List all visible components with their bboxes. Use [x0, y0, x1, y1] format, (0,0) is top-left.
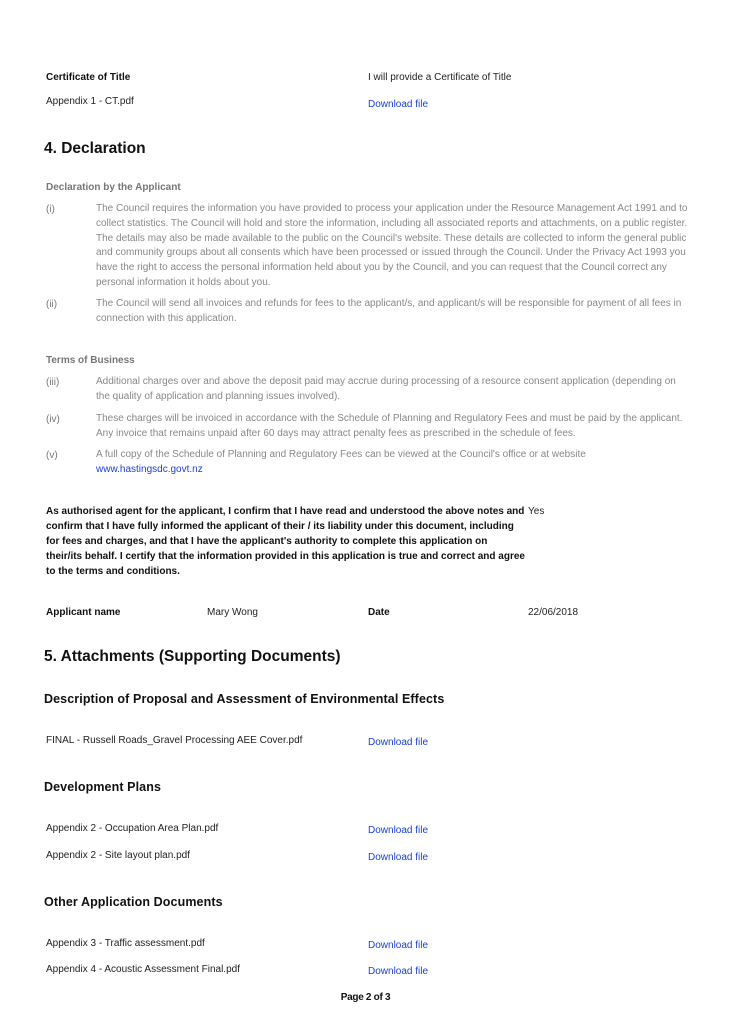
- declaration-item-text: The Council will send all invoices and refunds for fees to the applicant/s, and applicant/s will be responsible for payment of all fees in connection with this application.: [96, 298, 682, 324]
- declaration-item-number: (i): [46, 204, 55, 215]
- attachment-group-title: Development Plans: [44, 780, 162, 794]
- attachment-download-link[interactable]: Download file: [368, 966, 429, 977]
- declaration-item-text: The Council requires the information you have provided to process your application under the Resource Management Act 1991 and to collect statistics. The Council will hold and store the information, including all associated reports and attachments, on a public register. The details may also be made available to the public on the Council's website. These details are collected to inform the general public and community groups about all consents which have been processed or issued through the Council. Under the Privacy Act 1993 you have the right to access the personal information held about you by the Council, and you can request that the Council correct any personal information it holds about you.: [96, 203, 688, 288]
- attachment-file-name: Appendix 2 - Site layout plan.pdf: [46, 850, 190, 861]
- terms-item-number: (iv): [46, 414, 60, 425]
- terms-item-text-body: A full copy of the Schedule of Planning and Regulatory Fees can be viewed at the Council's office or at website: [96, 449, 586, 460]
- page-number: Page 2 of 3: [340, 992, 391, 1003]
- attachment-file-name: Appendix 4 - Acoustic Assessment Final.pdf: [46, 964, 240, 975]
- attachment-file-name: Appendix 3 - Traffic assessment.pdf: [46, 938, 205, 949]
- agent-confirmation-text: As authorised agent for the applicant, I confirm that I have read and understood the above notes and confirm that I have fully informed the applicant of their / its liability under this document, including for fees and charges, and that I have the applicant's authority to complete this application on their/its behalf. I certify that the information provided in this application is true and correct and agree to the terms and conditions.: [46, 506, 525, 577]
- attachment-download-link[interactable]: Download file: [368, 940, 429, 951]
- declaration-heading: 4. Declaration: [44, 140, 146, 157]
- attachment-download-link[interactable]: Download file: [368, 737, 429, 748]
- attachment-download-link[interactable]: Download file: [368, 825, 429, 836]
- attachment-file-name: Appendix 2 - Occupation Area Plan.pdf: [46, 823, 219, 834]
- certificate-value: I will provide a Certificate of Title: [368, 72, 512, 83]
- certificate-download-link[interactable]: Download file: [368, 99, 429, 110]
- attachment-group-title: Description of Proposal and Assessment of Environmental Effects: [44, 692, 445, 706]
- terms-item-number: (v): [46, 450, 58, 461]
- applicant-name-value: Mary Wong: [207, 607, 258, 618]
- terms-subheading: Terms of Business: [46, 355, 135, 366]
- date-value: 22/06/2018: [528, 607, 579, 618]
- applicant-name-label: Applicant name: [46, 607, 121, 618]
- attachments-heading: 5. Attachments (Supporting Documents): [44, 648, 341, 665]
- date-label: Date: [368, 607, 390, 618]
- declaration-subheading: Declaration by the Applicant: [46, 182, 181, 193]
- attachment-file-name: FINAL - Russell Roads_Gravel Processing AEE Cover.pdf: [46, 735, 303, 746]
- terms-item-text: These charges will be invoiced in accordance with the Schedule of Planning and Regulatory Fees and must be paid by the applicant. Any invoice that remains unpaid after 60 days may attract penalty fees as prescribed in the schedule of fees.: [96, 413, 683, 439]
- declaration-item-number: (ii): [46, 299, 58, 310]
- terms-item-text: [96, 448, 688, 478]
- terms-item-number: (iii): [46, 377, 60, 388]
- terms-item-text: Additional charges over and above the deposit paid may accrue during processing of a resource consent application (depending on the quality of application and planning issues involved).: [96, 376, 676, 402]
- agent-confirmation-value: Yes: [528, 506, 545, 517]
- attachment-download-link[interactable]: Download file: [368, 852, 429, 863]
- certificate-file-name: Appendix 1 - CT.pdf: [46, 96, 134, 107]
- hastingsdc-website-link[interactable]: www.hastingsdc.govt.nz: [96, 463, 203, 475]
- certificate-label: Certificate of Title: [46, 72, 131, 83]
- attachment-group-title: Other Application Documents: [44, 895, 223, 909]
